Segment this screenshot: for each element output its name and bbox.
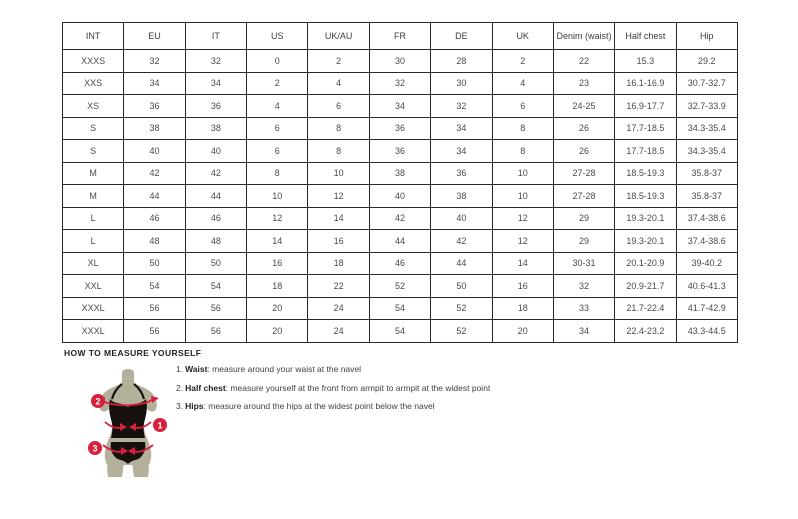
size-chart-header	[63, 23, 738, 50]
size-chart-cell: 14	[492, 252, 553, 275]
badge-2-number: 2	[95, 396, 101, 407]
size-chart-cell: 14	[308, 207, 369, 230]
size-chart-cell: 44	[185, 185, 246, 208]
measure-step-text: : measure yourself at the front from armpit to armpit at the widest point	[225, 382, 491, 393]
size-chart-cell: XXL	[63, 275, 124, 298]
size-chart-cell: 8	[308, 117, 369, 140]
size-chart-cell: 8	[247, 162, 308, 185]
size-chart-header-cell: Denim (waist)	[553, 23, 614, 50]
size-chart-table	[62, 22, 738, 343]
size-chart-cell: XXXS	[63, 50, 124, 73]
size-chart-cell: 40	[185, 140, 246, 163]
size-chart-cell: 36	[124, 95, 185, 118]
size-chart-cell: 44	[369, 230, 430, 253]
size-chart-cell: 33	[553, 297, 614, 320]
size-chart-cell: 26	[553, 140, 614, 163]
size-chart-cell: 2	[247, 72, 308, 95]
size-chart-cell: 10	[492, 162, 553, 185]
size-chart-cell: 29	[553, 230, 614, 253]
size-chart-header-cell: FR	[369, 23, 430, 50]
size-chart-cell: 36	[369, 117, 430, 140]
size-chart-row	[63, 207, 738, 230]
size-chart-cell: 32	[369, 72, 430, 95]
size-chart-row	[63, 230, 738, 253]
size-chart-cell: XXXL	[63, 320, 124, 343]
size-chart-cell: 40	[431, 207, 492, 230]
size-chart-cell: 54	[185, 275, 246, 298]
size-chart-cell: 12	[492, 207, 553, 230]
size-chart-cell: 20.1-20.9	[615, 252, 676, 275]
measure-step	[176, 360, 490, 379]
size-chart-header-cell: UK	[492, 23, 553, 50]
size-chart-cell: 22.4-23.2	[615, 320, 676, 343]
size-chart-cell: 10	[247, 185, 308, 208]
measure-step-label: Waist	[185, 364, 208, 374]
size-chart-cell: 40	[369, 185, 430, 208]
measure-step-label: Half chest	[185, 382, 226, 393]
size-chart-header-cell: INT	[63, 23, 124, 50]
size-chart-cell: 30	[369, 50, 430, 73]
measure-step	[176, 397, 490, 416]
size-chart-cell: 8	[308, 140, 369, 163]
size-chart-cell: 29.2	[676, 50, 737, 73]
size-chart-cell: 38	[431, 185, 492, 208]
size-chart-cell: 42	[369, 207, 430, 230]
size-chart-cell: 6	[492, 95, 553, 118]
measure-step-text: : measure around the hips at the widest point below the navel	[203, 401, 435, 411]
size-chart-header-cell: US	[247, 23, 308, 50]
size-chart-cell: 12	[492, 230, 553, 253]
size-chart-cell: 12	[247, 207, 308, 230]
size-chart-cell: 54	[124, 275, 185, 298]
size-chart-cell: 27-28	[553, 162, 614, 185]
size-chart-cell: 32	[431, 95, 492, 118]
size-chart-cell: 48	[185, 230, 246, 253]
size-chart-row	[63, 252, 738, 275]
size-chart-cell: 35.8-37	[676, 162, 737, 185]
size-chart-cell: 4	[492, 72, 553, 95]
size-chart-cell: 46	[369, 252, 430, 275]
size-chart-cell: XS	[63, 95, 124, 118]
size-chart-cell: 46	[124, 207, 185, 230]
size-chart-cell: 37.4-38.6	[676, 230, 737, 253]
size-chart-cell: 20.9-21.7	[615, 275, 676, 298]
size-chart-cell: 41.7-42.9	[676, 297, 737, 320]
size-chart-cell: 52	[369, 275, 430, 298]
size-chart-row	[63, 140, 738, 163]
size-chart-cell: 14	[247, 230, 308, 253]
size-chart-header-cell: EU	[124, 23, 185, 50]
size-chart-cell: 22	[553, 50, 614, 73]
size-chart-cell: 42	[124, 162, 185, 185]
size-chart-cell: 54	[369, 320, 430, 343]
size-chart-cell: 2	[492, 50, 553, 73]
size-chart-cell: 18	[492, 297, 553, 320]
badge-1-number: 1	[157, 420, 163, 431]
size-chart-cell: M	[63, 185, 124, 208]
size-chart-cell: 20	[247, 297, 308, 320]
size-chart-cell: 38	[124, 117, 185, 140]
size-chart-cell: 16	[247, 252, 308, 275]
size-chart-cell: 34.3-35.4	[676, 140, 737, 163]
size-chart-cell: L	[63, 230, 124, 253]
size-chart-cell: 35.8-37	[676, 185, 737, 208]
size-chart-row	[63, 72, 738, 95]
size-chart-header-cell: Half chest	[615, 23, 676, 50]
size-chart-cell: 34	[185, 72, 246, 95]
size-chart-cell: 56	[185, 297, 246, 320]
size-chart-cell: 27-28	[553, 185, 614, 208]
mannequin-illustration	[72, 366, 192, 506]
size-chart-cell: 17.7-18.5	[615, 117, 676, 140]
size-chart-row	[63, 95, 738, 118]
size-chart-cell: 30	[431, 72, 492, 95]
size-chart-cell: 29	[553, 207, 614, 230]
size-chart-cell: 4	[308, 72, 369, 95]
size-chart-cell: 32	[185, 50, 246, 73]
size-chart-cell: 10	[308, 162, 369, 185]
badge-3-number: 3	[92, 443, 98, 454]
size-chart-cell: 18.5-19.3	[615, 185, 676, 208]
size-chart-cell: 36	[185, 95, 246, 118]
size-chart-cell: 34	[369, 95, 430, 118]
size-chart-cell: 34	[124, 72, 185, 95]
size-chart-cell: XXXL	[63, 297, 124, 320]
size-chart-cell: 18	[308, 252, 369, 275]
size-chart-cell: 50	[185, 252, 246, 275]
size-chart-cell: 38	[369, 162, 430, 185]
size-chart-cell: 4	[247, 95, 308, 118]
size-chart-row	[63, 320, 738, 343]
size-chart-header-cell: DE	[431, 23, 492, 50]
size-chart-row	[63, 297, 738, 320]
size-chart-cell: 24	[308, 297, 369, 320]
size-chart-cell: 24-25	[553, 95, 614, 118]
size-chart-cell: 6	[308, 95, 369, 118]
size-chart-cell: 40.6-41.3	[676, 275, 737, 298]
size-chart-cell: 38	[185, 117, 246, 140]
mannequin-figure-svg	[72, 366, 192, 506]
size-chart-cell: 28	[431, 50, 492, 73]
how-to-measure-heading: HOW TO MEASURE YOURSELF	[64, 348, 202, 358]
measure-steps-list	[176, 360, 490, 416]
size-chart-cell: 34	[553, 320, 614, 343]
size-chart-cell: 48	[124, 230, 185, 253]
size-chart-cell: 50	[431, 275, 492, 298]
size-chart-cell: 12	[308, 185, 369, 208]
size-chart-cell: 19.3-20.1	[615, 207, 676, 230]
size-chart-cell: 22	[308, 275, 369, 298]
size-chart-cell: 6	[247, 117, 308, 140]
measure-step-text: : measure around your waist at the navel	[207, 364, 362, 374]
size-chart-cell: M	[63, 162, 124, 185]
size-chart-cell: 52	[431, 320, 492, 343]
size-chart-cell: 23	[553, 72, 614, 95]
measure-step-label: Hips	[185, 401, 204, 411]
size-chart-cell: 54	[369, 297, 430, 320]
size-chart-cell: 16	[492, 275, 553, 298]
size-chart-cell: 40	[124, 140, 185, 163]
size-chart-header-cell: UK/AU	[308, 23, 369, 50]
size-chart-cell: 0	[247, 50, 308, 73]
size-chart-cell: 21.7-22.4	[615, 297, 676, 320]
size-chart-cell: 30-31	[553, 252, 614, 275]
size-chart-cell: 8	[492, 117, 553, 140]
size-chart-header-cell: IT	[185, 23, 246, 50]
measure-step-num: 3.	[176, 401, 184, 411]
size-chart-cell: 30.7-32.7	[676, 72, 737, 95]
size-chart-row	[63, 162, 738, 185]
size-chart-cell: 24	[308, 320, 369, 343]
size-chart-cell: 37.4-38.6	[676, 207, 737, 230]
size-chart-cell: 32	[553, 275, 614, 298]
size-chart-cell: 10	[492, 185, 553, 208]
size-chart-cell: 36	[369, 140, 430, 163]
size-chart-cell: 15.3	[615, 50, 676, 73]
size-chart-cell: 18.5-19.3	[615, 162, 676, 185]
size-chart-cell: 34	[431, 117, 492, 140]
size-chart-row	[63, 117, 738, 140]
size-chart-header-row	[63, 23, 738, 50]
size-chart-cell: 6	[247, 140, 308, 163]
size-chart-cell: S	[63, 117, 124, 140]
size-chart-cell: 20	[492, 320, 553, 343]
size-chart-cell: 26	[553, 117, 614, 140]
size-chart-cell: 56	[124, 297, 185, 320]
size-chart-cell: 36	[431, 162, 492, 185]
size-chart-cell: 44	[431, 252, 492, 275]
size-chart-cell: 32	[124, 50, 185, 73]
size-chart-cell: 32.7-33.9	[676, 95, 737, 118]
size-chart-cell: 20	[247, 320, 308, 343]
measure-step-num: 1.	[176, 364, 184, 374]
size-chart-cell: 52	[431, 297, 492, 320]
size-chart-cell: 8	[492, 140, 553, 163]
size-chart-cell: 19.3-20.1	[615, 230, 676, 253]
size-chart-cell: 16.1-16.9	[615, 72, 676, 95]
size-chart-cell: 18	[247, 275, 308, 298]
size-chart-cell: 34	[431, 140, 492, 163]
size-chart-cell: XXS	[63, 72, 124, 95]
size-chart-cell: L	[63, 207, 124, 230]
measure-step	[176, 379, 490, 398]
size-chart-cell: 17.7-18.5	[615, 140, 676, 163]
size-chart-cell: 43.3-44.5	[676, 320, 737, 343]
size-chart-cell: S	[63, 140, 124, 163]
size-chart-cell: 42	[431, 230, 492, 253]
size-chart-cell: 42	[185, 162, 246, 185]
size-chart-row	[63, 185, 738, 208]
size-chart-cell: 34.3-35.4	[676, 117, 737, 140]
size-chart-cell: 56	[124, 320, 185, 343]
size-chart-row	[63, 50, 738, 73]
size-chart-header-cell: Hip	[676, 23, 737, 50]
size-chart-cell: 46	[185, 207, 246, 230]
size-chart-cell: 56	[185, 320, 246, 343]
size-chart-body	[63, 50, 738, 343]
size-chart-cell: 2	[308, 50, 369, 73]
size-chart-cell: 16.9-17.7	[615, 95, 676, 118]
size-chart-cell: XL	[63, 252, 124, 275]
size-chart-cell: 39-40.2	[676, 252, 737, 275]
size-chart-cell: 50	[124, 252, 185, 275]
size-chart-cell: 44	[124, 185, 185, 208]
size-chart-cell: 16	[308, 230, 369, 253]
size-chart-row	[63, 275, 738, 298]
measure-step-num: 2.	[176, 382, 184, 393]
